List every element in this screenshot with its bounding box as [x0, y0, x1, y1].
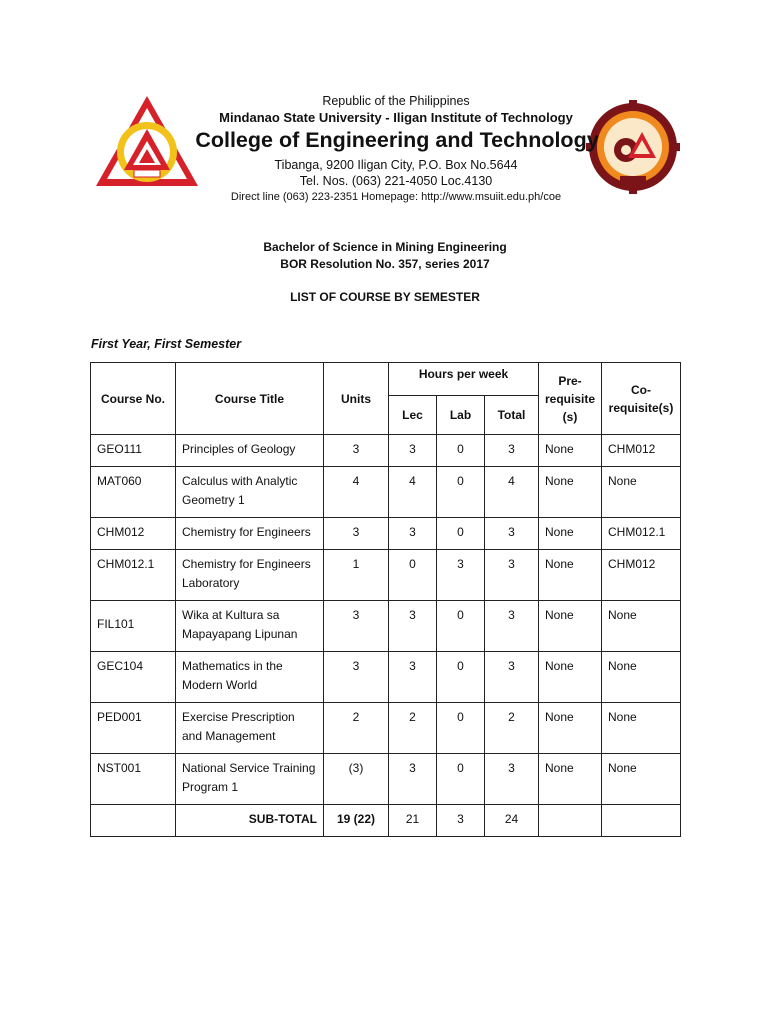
course-number-cell: CHM012: [97, 525, 145, 539]
header-lec: Lec: [389, 396, 437, 435]
units-cell: 3: [352, 608, 360, 622]
header-lab: Lab: [437, 396, 485, 435]
college-telephone: Tel. Nos. (063) 221-4050 Loc.4130: [299, 174, 493, 188]
college-direct-line: Direct line (063) 223-2351 Homepage: http://www.msuiit.edu.ph/coe: [230, 191, 562, 203]
lab-hours-cell: 0: [457, 659, 464, 673]
prerequisite-cell: None: [545, 761, 574, 775]
semester-heading: First Year, First Semester: [91, 337, 242, 351]
subtotal-total: 24: [504, 812, 519, 826]
course-title-cell: Wika at Kultura sa Mapayapang Lipunan: [182, 608, 298, 641]
lab-hours-cell: 0: [457, 525, 464, 539]
republic-heading: Republic of the Philippines: [322, 94, 470, 108]
course-title-cell: Chemistry for Engineers Laboratory: [182, 557, 311, 590]
total-hours-cell: 3: [508, 608, 515, 622]
lec-hours-cell: 3: [409, 525, 416, 539]
lec-hours-cell: 3: [409, 659, 416, 673]
lec-hours-cell: 4: [409, 474, 416, 488]
table-row: [91, 435, 681, 467]
header-prerequisite: Pre-requisite (s): [539, 363, 602, 435]
lab-hours-cell: 0: [457, 608, 464, 622]
university-name: Mindanao State University - Iligan Institute of Technology: [219, 110, 573, 125]
lab-hours-cell: 3: [457, 557, 464, 571]
corequisite-cell: None: [608, 761, 637, 775]
course-title-cell: Principles of Geology: [182, 442, 296, 456]
header-hours-per-week: Hours per week: [389, 363, 539, 396]
lec-hours-cell: 2: [409, 710, 416, 724]
subtotal-units: 19 (22): [336, 812, 376, 826]
table-row: [91, 467, 681, 518]
lec-hours-cell: 3: [409, 608, 416, 622]
table-row: [91, 550, 681, 601]
prerequisite-cell: None: [545, 557, 574, 571]
total-hours-cell: 4: [508, 474, 515, 488]
lec-hours-cell: 3: [409, 442, 416, 456]
college-name: College of Engineering and Technology: [195, 128, 599, 152]
subtotal-row: [91, 805, 681, 837]
subtotal-lec: 21: [405, 812, 420, 826]
prerequisite-cell: None: [545, 442, 574, 456]
course-number-cell: FIL101: [97, 617, 135, 631]
course-title-cell: Chemistry for Engineers: [182, 525, 311, 539]
corequisite-cell: CHM012.1: [608, 525, 666, 539]
subtotal-lab: 3: [457, 812, 464, 826]
corequisite-cell: None: [608, 710, 637, 724]
table-row: [91, 703, 681, 754]
prerequisite-cell: None: [545, 608, 574, 622]
table-row: [91, 518, 681, 550]
lec-hours-cell: 3: [409, 761, 416, 775]
course-table: [90, 362, 681, 837]
total-hours-cell: 3: [508, 659, 515, 673]
corequisite-cell: None: [608, 608, 637, 622]
units-cell: 4: [352, 474, 360, 488]
corequisite-cell: CHM012: [608, 442, 656, 456]
lab-hours-cell: 0: [457, 761, 464, 775]
units-cell: 3: [352, 525, 360, 539]
table-row: [91, 754, 681, 805]
course-title-cell: Exercise Prescription and Management: [182, 710, 295, 743]
course-number-cell: NST001: [97, 761, 142, 775]
total-hours-cell: 2: [508, 710, 515, 724]
header-course-no: Course No.: [91, 363, 176, 435]
table-row: [91, 601, 681, 652]
corequisite-cell: CHM012: [608, 557, 656, 571]
lec-hours-cell: 0: [409, 557, 416, 571]
corequisite-cell: None: [608, 659, 637, 673]
course-title-cell: Mathematics in the Modern World: [182, 659, 283, 692]
units-cell: 3: [352, 659, 360, 673]
course-number-cell: MAT060: [97, 474, 142, 488]
prerequisite-cell: None: [545, 710, 574, 724]
college-address: Tibanga, 9200 Iligan City, P.O. Box No.5644: [274, 158, 518, 172]
units-cell: 2: [352, 710, 360, 724]
units-cell: (3): [348, 761, 364, 775]
course-number-cell: PED001: [97, 710, 142, 724]
total-hours-cell: 3: [508, 442, 515, 456]
corequisite-cell: None: [608, 474, 637, 488]
course-number-cell: CHM012.1: [97, 557, 155, 571]
prerequisite-cell: None: [545, 474, 574, 488]
table-row: [91, 652, 681, 703]
prerequisite-cell: None: [545, 659, 574, 673]
total-hours-cell: 3: [508, 557, 515, 571]
header-course-title: Course Title: [176, 363, 324, 435]
header-units: Units: [324, 363, 389, 435]
header-total: Total: [485, 396, 539, 435]
course-title-cell: National Service Training Program 1: [182, 761, 316, 794]
lab-hours-cell: 0: [457, 442, 464, 456]
prerequisite-cell: None: [545, 525, 574, 539]
units-cell: 1: [352, 557, 360, 571]
header-corequisite: Co-requisite(s): [602, 363, 681, 435]
list-title: LIST OF COURSE BY SEMESTER: [290, 290, 480, 304]
course-title-cell: Calculus with Analytic Geometry 1: [182, 474, 298, 507]
course-number-cell: GEC104: [97, 659, 144, 673]
total-hours-cell: 3: [508, 761, 515, 775]
program-title: Bachelor of Science in Mining Engineering: [263, 240, 507, 254]
lab-hours-cell: 0: [457, 710, 464, 724]
lab-hours-cell: 0: [457, 474, 464, 488]
subtotal-label: SUB-TOTAL: [248, 812, 317, 826]
course-number-cell: GEO111: [97, 442, 142, 456]
units-cell: 3: [352, 442, 360, 456]
total-hours-cell: 3: [508, 525, 515, 539]
bor-resolution: BOR Resolution No. 357, series 2017: [280, 257, 490, 271]
